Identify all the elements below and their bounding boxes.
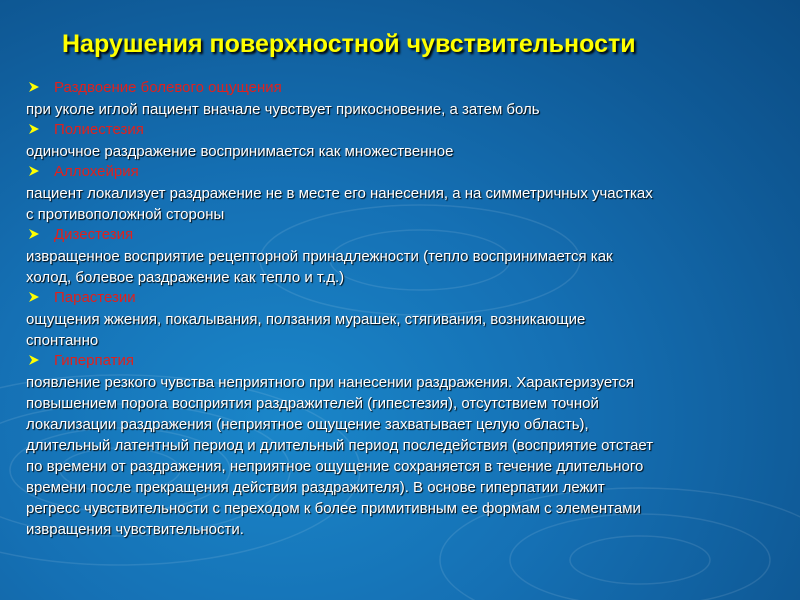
term-description — [24, 309, 776, 351]
arrow-bullet-icon — [28, 228, 40, 240]
description-line: одиночное раздражение воспринимается как множественное — [26, 143, 454, 160]
term-label: Полиестезия — [54, 121, 144, 138]
description-line: регресс чувствительности с переходом к более примитивным ее формам с элементами — [26, 500, 641, 517]
term-label: Аллохейрия — [54, 163, 139, 180]
term-description — [24, 141, 776, 162]
term-label: Раздвоение болевого ощущения — [54, 79, 282, 96]
term-description — [24, 246, 776, 288]
description-line: спонтанно — [26, 332, 99, 349]
term-description — [24, 183, 776, 225]
description-line: ощущения жжения, покалывания, ползания мурашек, стягивания, возникающие — [26, 311, 586, 328]
description-line: длительный латентный период и длительный период последействия (восприятие отстает — [26, 437, 654, 454]
description-line: появление резкого чувства неприятного при нанесении раздражения. Характеризуется — [26, 374, 635, 391]
term-description — [24, 372, 776, 540]
arrow-bullet-icon — [28, 81, 40, 93]
description-line: локализации раздражения (неприятное ощущение захватывает целую область), — [26, 416, 589, 433]
description-line: повышением порога восприятия раздражителей (гипестезия), отсутствием точной — [26, 395, 599, 412]
arrow-bullet-icon — [28, 123, 40, 135]
term-label: Гиперпатия — [54, 352, 134, 369]
arrow-bullet-icon — [28, 291, 40, 303]
description-line: при уколе иглой пациент вначале чувствует прикосновение, а затем боль — [26, 101, 540, 118]
description-line: извращения чувствительности. — [26, 521, 244, 538]
description-line: холод, болевое раздражение как тепло и т.д.) — [26, 269, 345, 286]
term-row — [24, 288, 776, 309]
description-line: времени после прекращения действия раздражителя). В основе гиперпатии лежит — [26, 479, 605, 496]
arrow-bullet-icon — [28, 354, 40, 366]
term-row — [24, 351, 776, 372]
term-label: Дизестезия — [54, 226, 134, 243]
term-row — [24, 225, 776, 246]
term-label: Парастезии — [54, 289, 136, 306]
description-line: пациент локализует раздражение не в месте его нанесения, а на симметричных участках — [26, 185, 653, 202]
term-description — [24, 99, 776, 120]
arrow-bullet-icon — [28, 165, 40, 177]
term-row — [24, 120, 776, 141]
description-line: по времени от раздражения, неприятное ощущение сохраняется в течение длительного — [26, 458, 644, 475]
slide-title: Нарушения поверхностной чувствительности — [62, 30, 636, 58]
term-row — [24, 78, 776, 99]
term-row — [24, 162, 776, 183]
term-list — [24, 78, 776, 540]
description-line: извращенное восприятие рецепторной принадлежности (тепло воспринимается как — [26, 248, 613, 265]
description-line: с противоположной стороны — [26, 206, 225, 223]
